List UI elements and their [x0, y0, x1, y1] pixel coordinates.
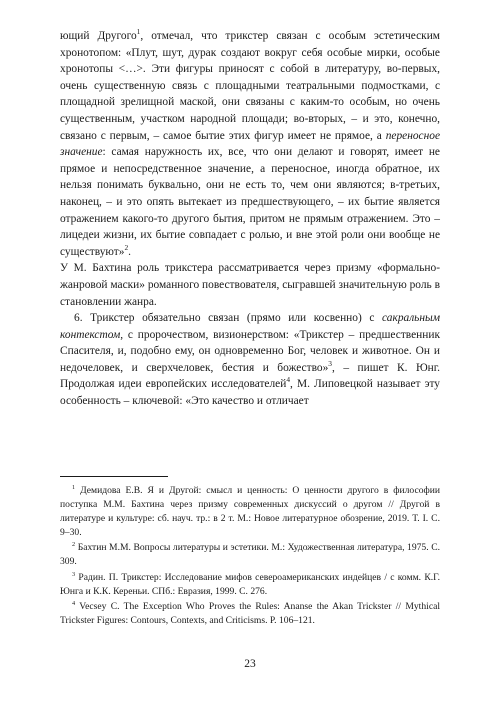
paragraph-3	[60, 310, 440, 410]
text-span: , отмечал, что трикстер связан с особым эстетическим хронотопом: «Плут, шут, дурак создают вокруг себя особые мирки, особые хронотопы <…>. Эти фигуры приносят с собой в литературу, во-первых, очень существенную связь с площадными театральными подмостками, с площадной зрелищной маской, они связаны с каким-то особым, но очень существенным, участком народной площади; во-вторых, – и это, конечно, связано с первым, – самое бытие этих фигур имеет не прямое, а	[60, 30, 440, 142]
footnote-4	[60, 600, 440, 628]
emphasis: сакральным контекстом	[60, 312, 440, 341]
footnote-ref-4: 4	[286, 375, 291, 385]
main-text	[60, 28, 440, 410]
footnote-3	[60, 571, 440, 599]
footnote-ref-1: 1	[136, 27, 141, 37]
footnote-number: 2	[72, 541, 76, 549]
text-span: 6. Трикстер обязательно связан (прямо или косвенно) с	[74, 312, 383, 325]
footnote-number: 1	[72, 483, 76, 491]
footnote-ref-2: 2	[124, 242, 129, 252]
paragraph-1	[60, 28, 440, 260]
text-span: : самая наружность их, все, что они делают и говорят, имеет не прямое и непосредственное значение, а переносное, иногда обратное, их нельзя понимать буквально, они не есть то, чем они являются; в-третьих, наконец, – и это опять вытекает из предшествующего, – их бытие является отражением какого-то другого бытия, притом не прямым отражением. Это – лицедеи жизни, их бытие совпадает с ролью, и вне этой роли они вообще не существуют»	[60, 146, 440, 258]
footnote-text: Vecsey C. The Exception Who Proves the Rules: Ananse the Akan Trickster // Mythical Trickster Figures: Contours, Contexts, and Criticisms. P. 106–121.	[60, 600, 440, 626]
paragraph-2: У М. Бахтина роль трикстера рассматривается через призму «формально-жанровой маски» романного повествователя, сыгравшей значительную роль в становлении жанра.	[60, 262, 440, 308]
footnote-text: Радин. П. Трикстер: Исследование мифов североамериканских индейцев / с комм. К.Г. Юнга и К.К. Кереньи. СПб.: Евразия, 1999. С. 276.	[60, 571, 440, 597]
emphasis: переносное значение	[60, 129, 440, 159]
text-span: ющий Другого	[60, 30, 137, 42]
text-span: , – пишет К. Юнг. Продолжая идеи европейских исследователей	[60, 361, 440, 391]
page-number: 23	[244, 658, 256, 670]
text-span: .	[128, 245, 132, 258]
footnote-number: 4	[72, 599, 76, 607]
text-span: , М. Липовецкой называет эту особенность – ключевой: «Это качество и отличает	[60, 378, 440, 408]
footnote-2	[60, 541, 440, 569]
footnote-text: Демидова Е.В. Я и Другой: смысл и ценность: О ценности другого в философии поступка М.М. Бахтина через призму современных дискуссий о другом // Другой в литературе и культуре: сб. науч. тр.: в 2 т. М.: Новое литературное обозрение, 2019. Т. I. С. 9–30.	[60, 485, 440, 539]
footnote-text: Бахтин М.М. Вопросы литературы и эстетики. М.: Художественная литература, 1975. С. 309.	[60, 542, 440, 568]
footnote-number: 3	[72, 570, 76, 578]
text-span: , с пророчеством, визионерством: «Трикстер – предшественник Спасителя, и, подобно ему, он одновременно Бог, человек и животное. Он и недочеловек, и сверхчеловек, бестия и божество»	[60, 328, 440, 374]
footnotes	[60, 484, 440, 629]
footnote-ref-3: 3	[328, 359, 332, 369]
footnote-1	[60, 484, 440, 540]
footnote-divider	[60, 476, 168, 477]
